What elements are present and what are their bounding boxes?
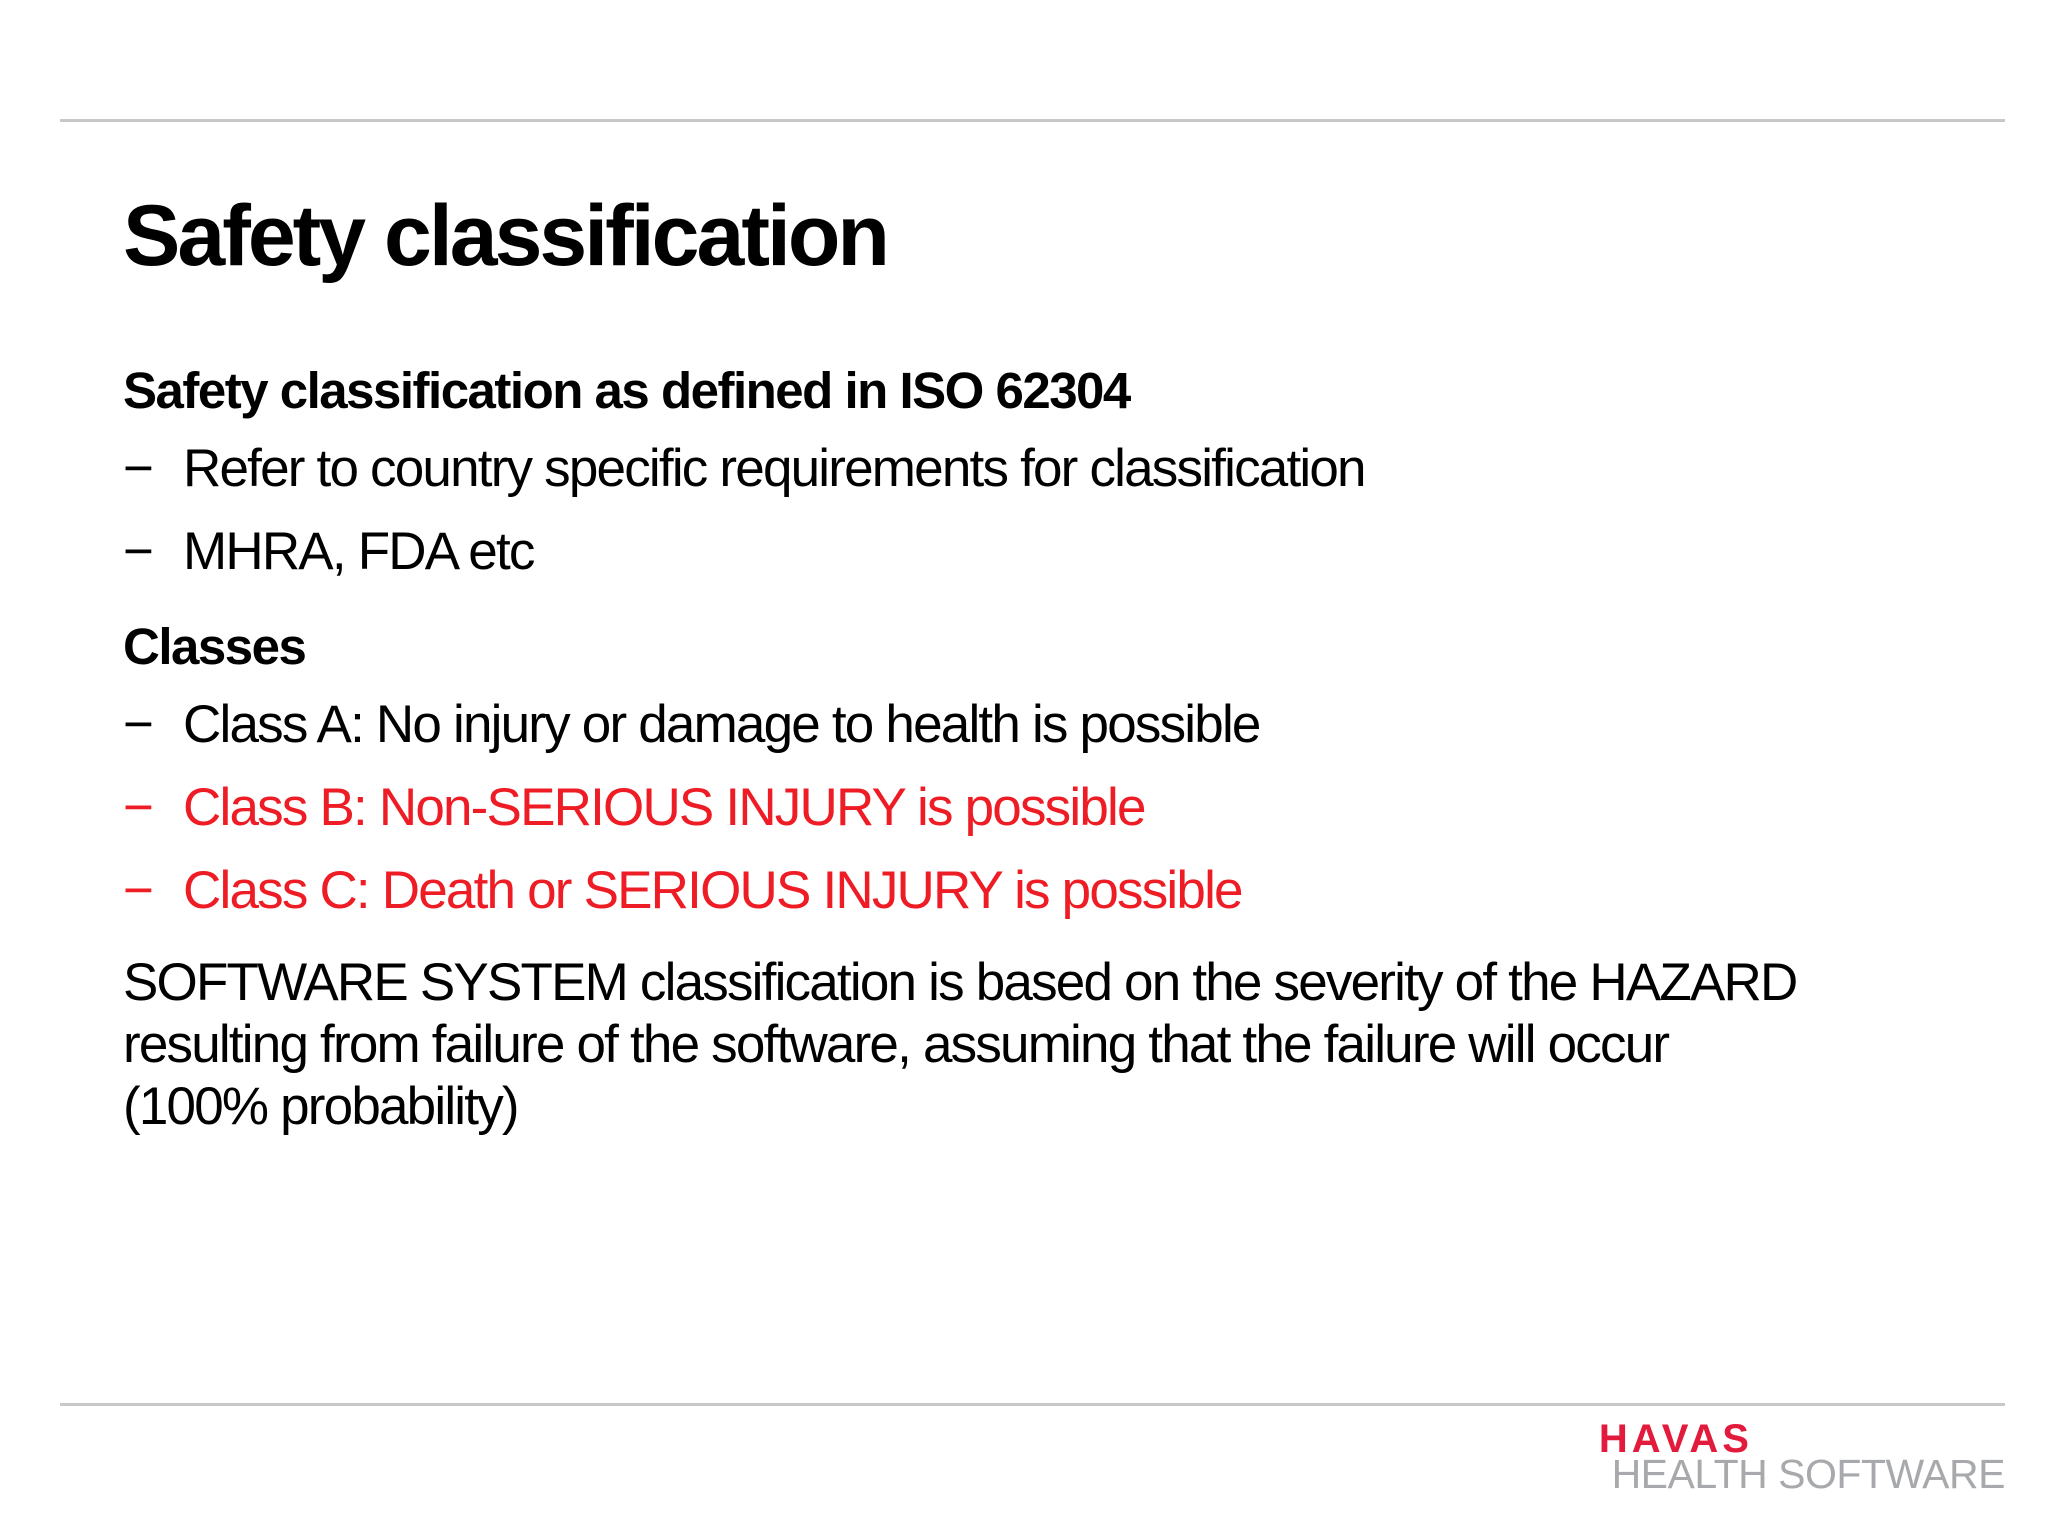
list-item bbox=[123, 766, 1823, 849]
section-heading-iso: Safety classification as defined in ISO 62304 bbox=[123, 362, 1130, 419]
slide-body bbox=[123, 355, 1823, 1138]
classification-paragraph: SOFTWARE SYSTEM classification is based on the severity of the HAZARD resulting from failure of the software, assuming that the failure will occur (100% probability) bbox=[123, 953, 1797, 1136]
slide-title: Safety classification bbox=[123, 188, 887, 284]
list-item bbox=[123, 427, 1823, 510]
classes-bullet-list bbox=[123, 683, 1823, 932]
section-heading-classes: Classes bbox=[123, 618, 306, 675]
havas-logo bbox=[1598, 1417, 2005, 1497]
iso-bullet-list bbox=[123, 427, 1823, 593]
bullet-text: Class B: Non-SERIOUS INJURY is possible bbox=[183, 778, 1145, 837]
bullet-dash: − bbox=[123, 522, 153, 581]
list-item bbox=[123, 510, 1823, 593]
list-item bbox=[123, 683, 1823, 766]
bullet-text: Refer to country specific requirements for classification bbox=[183, 439, 1365, 498]
bullet-dash: − bbox=[123, 861, 153, 920]
bullet-text: Class A: No injury or damage to health is possible bbox=[183, 695, 1260, 754]
bullet-dash: − bbox=[123, 695, 153, 754]
bullet-dash: − bbox=[123, 439, 153, 498]
bottom-divider bbox=[60, 1403, 2005, 1406]
bullet-text: MHRA, FDA etc bbox=[183, 522, 534, 581]
top-divider bbox=[60, 119, 2005, 122]
bullet-dash: − bbox=[123, 778, 153, 837]
logo-subtitle: HEALTH SOFTWARE bbox=[1611, 1451, 2005, 1497]
logo-brand: HAVAS bbox=[1598, 1417, 1753, 1461]
list-item bbox=[123, 849, 1823, 932]
bullet-text: Class C: Death or SERIOUS INJURY is possible bbox=[183, 861, 1242, 920]
